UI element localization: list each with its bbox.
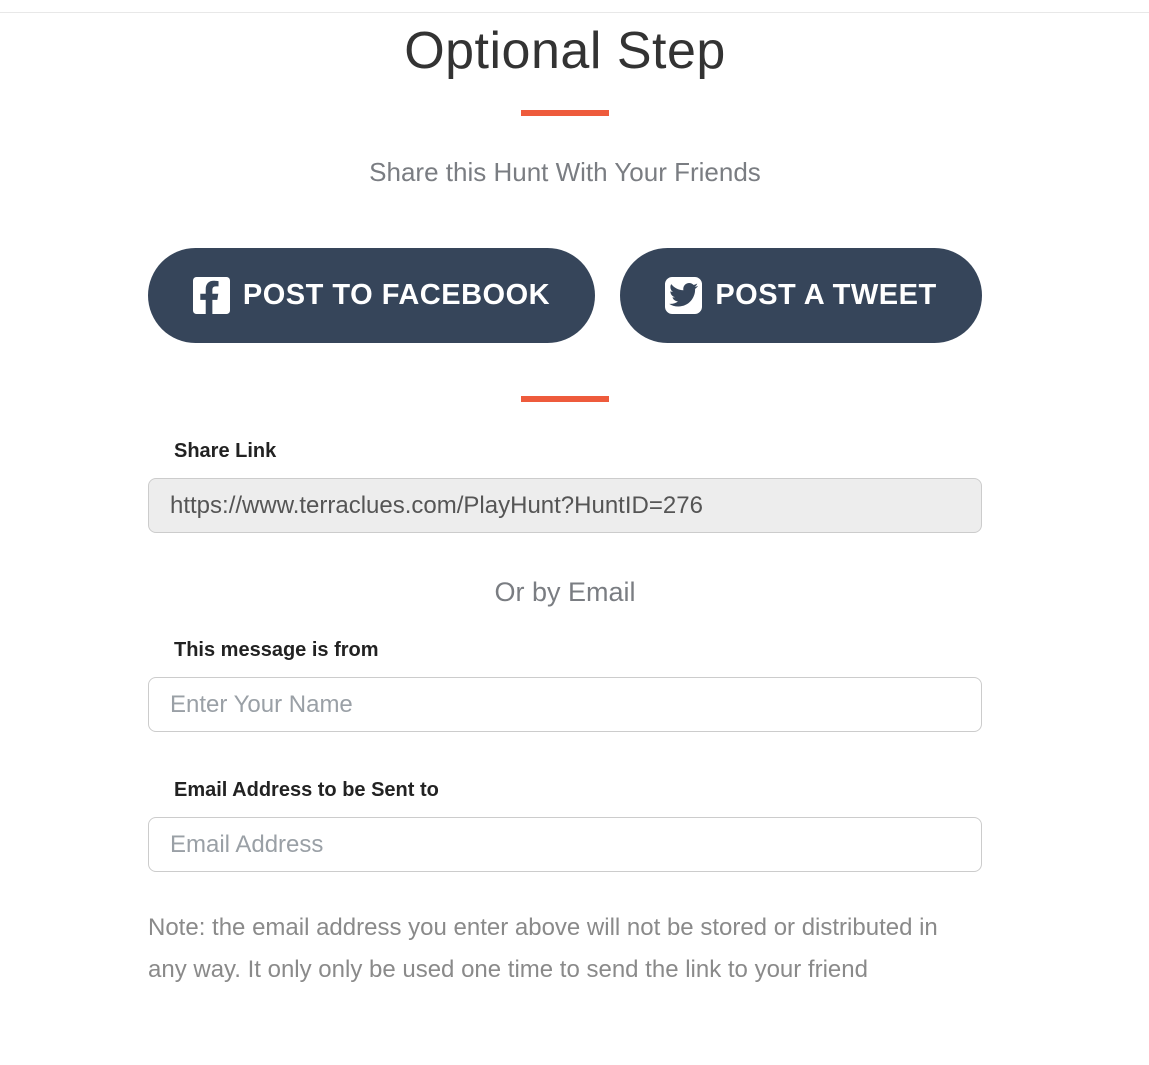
from-name-field: [148, 637, 982, 732]
share-subtitle: Share this Hunt With Your Friends: [369, 157, 761, 187]
optional-step-panel: [148, 13, 982, 991]
social-buttons-row: [148, 248, 982, 343]
or-by-email-heading: Or by Email: [494, 577, 636, 607]
from-name-input[interactable]: [148, 677, 982, 732]
from-name-label: This message is from: [174, 639, 379, 661]
share-link-input[interactable]: [148, 478, 982, 533]
share-link-label: Share Link: [174, 440, 277, 462]
facebook-icon: [193, 277, 230, 314]
twitter-icon: [665, 277, 702, 314]
privacy-note: Note: the email address you enter above will not be stored or distributed in any way. It only only be used one time to send the link to your friend: [148, 914, 938, 983]
to-email-field: [148, 777, 982, 872]
post-a-tweet-button[interactable]: [620, 248, 982, 343]
accent-divider-middle: [521, 396, 609, 402]
facebook-button-label: POST TO FACEBOOK: [242, 279, 551, 311]
to-email-input[interactable]: [148, 817, 982, 872]
share-link-field: [148, 438, 982, 533]
post-to-facebook-button[interactable]: [148, 248, 595, 343]
accent-divider-top: [521, 110, 609, 116]
to-email-label: Email Address to be Sent to: [174, 779, 439, 801]
tweet-button-label: POST A TWEET: [715, 279, 937, 311]
page-title: Optional Step: [404, 22, 726, 80]
top-hairline-divider: [0, 0, 1149, 13]
